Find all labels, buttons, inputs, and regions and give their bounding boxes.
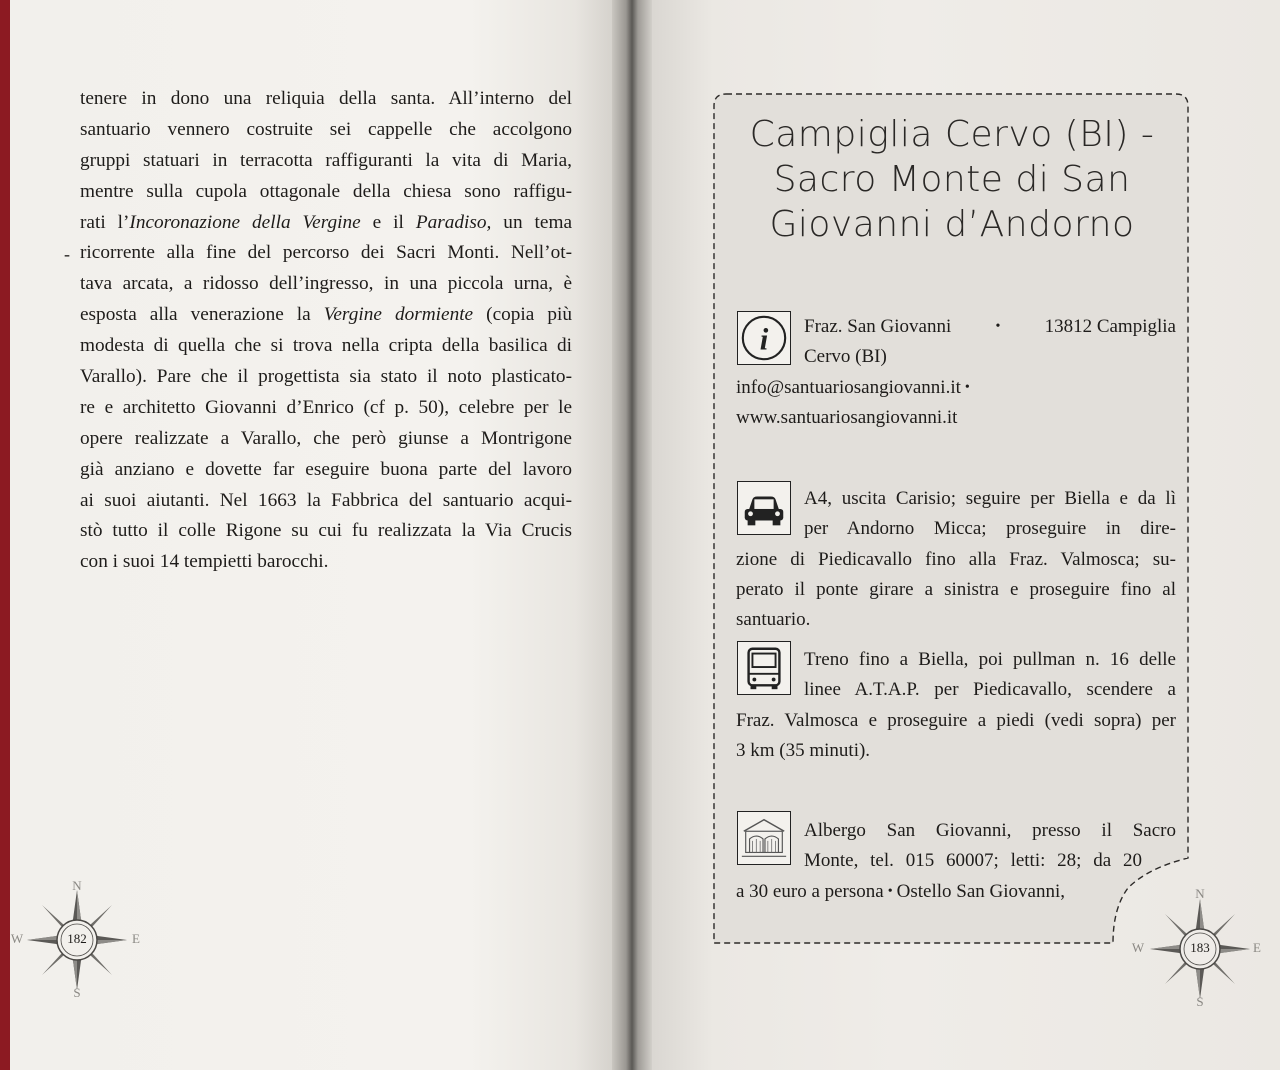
text-line: stò tutto il colle Rigone su cui fu realizzata la Via Crucis — [80, 520, 572, 542]
compass-west-label: W — [10, 931, 24, 946]
info-contacts — [736, 312, 1176, 433]
address-street: Fraz. San Giovanni — [804, 316, 952, 337]
compass-east-label: E — [132, 931, 140, 946]
separator-bullet: • — [995, 319, 1001, 334]
text-line: Albergo San Giovanni, presso il Sacro — [804, 820, 1176, 841]
text-line: ai suoi aiutanti. Nel 1663 la Fabbrica del santuario acqui- — [80, 489, 572, 511]
title-line: Sacro Monte di San — [773, 159, 1131, 200]
title-line: Giovanni d’Andorno — [769, 204, 1135, 245]
bus-directions — [736, 645, 1176, 766]
text-line: mentre sulla cupola ottagonale della chiesa sono raffigu- — [80, 180, 572, 202]
compass-south-label: S — [1196, 994, 1204, 1009]
text-line: tava arcata, a ridosso dell’ingresso, in una piccola urna, è — [80, 273, 572, 295]
accommodation-info — [736, 816, 1176, 907]
text-line: zione di Piedicavallo fino alla Fraz. Valmosca; su- — [736, 548, 1176, 570]
body-text — [80, 84, 572, 578]
text-line: 3 km (35 minuti). — [736, 739, 871, 761]
text-line: a 30 euro a persona • Ostello San Giovanni, — [736, 880, 1065, 902]
page-number: 182 — [67, 931, 87, 946]
page-number: 183 — [1190, 940, 1210, 955]
compass-north-label: N — [1195, 886, 1205, 901]
text-line: rati l’Incoronazione della Vergine e il Paradiso, un tema — [80, 211, 572, 233]
address-city: 13812 Campiglia — [1044, 316, 1176, 337]
text-line: santuario. — [736, 609, 811, 631]
address-region: Cervo (BI) — [804, 346, 887, 368]
text-line: Monte, tel. 015 60007; letti: 28; da 20 — [804, 850, 1142, 872]
text-line: A4, uscita Carisio; seguire per Biella e da lì — [804, 488, 1176, 509]
title-line: Campiglia Cervo (BI) - — [749, 114, 1155, 155]
text-line: modesta di quella che si trova nella cripta della basilica di — [80, 335, 572, 357]
text-line: re e architetto Giovanni d’Enrico (cf p. 50), celebre per le — [80, 396, 572, 418]
page-edge — [0, 0, 10, 1070]
email-address: info@santuariosangiovanni.it — [736, 376, 961, 398]
website-url: www.santuariosangiovanni.it — [736, 406, 958, 428]
compass-east-label: E — [1253, 940, 1261, 955]
text-line: linee A.T.A.P. per Piedicavallo, scendere a — [804, 679, 1176, 701]
text-line: Treno fino a Biella, poi pullman n. 16 delle — [804, 649, 1176, 670]
text-line: esposta alla venerazione la Vergine dormiente (copia più — [80, 304, 572, 326]
text-line: con i suoi 14 tempietti barocchi. — [80, 551, 329, 573]
text-line: gruppi statuari in terracotta raffiguranti la vita di Maria, — [80, 149, 572, 171]
text-line: per Andorno Micca; proseguire in dire- — [804, 518, 1176, 540]
page-title — [726, 112, 1178, 247]
separator-bullet: • — [887, 883, 893, 899]
text-line: Varallo). Pare che il progettista sia stato il noto plasticato- — [80, 366, 572, 388]
separator-bullet: • — [964, 379, 970, 395]
text-line: ricorrente alla fine del percorso dei Sacri Monti. Nell’ot- — [80, 242, 572, 264]
text-line: già anziano e dovette far eseguire buona parte del lavoro — [80, 458, 572, 480]
svg-text:i: i — [759, 322, 769, 357]
text-line: Fraz. Valmosca e proseguire a piedi (vedi sopra) per — [736, 709, 1176, 731]
compass-west-label: W — [1131, 940, 1145, 955]
margin-mark: - — [64, 244, 70, 264]
car-directions — [736, 484, 1176, 635]
text-line: tenere in dono una reliquia della santa. All’interno del — [80, 88, 572, 109]
book-gutter — [612, 0, 652, 1070]
text-line: perato il ponte girare a sinistra e proseguire fino al — [736, 578, 1176, 600]
compass-north-label: N — [72, 878, 82, 893]
text-line: santuario vennero costruite sei cappelle che accolgono — [80, 118, 572, 140]
text-line: opere realizzate a Varallo, che però giunse a Montrigone — [80, 427, 572, 449]
compass-south-label: S — [73, 985, 81, 1000]
